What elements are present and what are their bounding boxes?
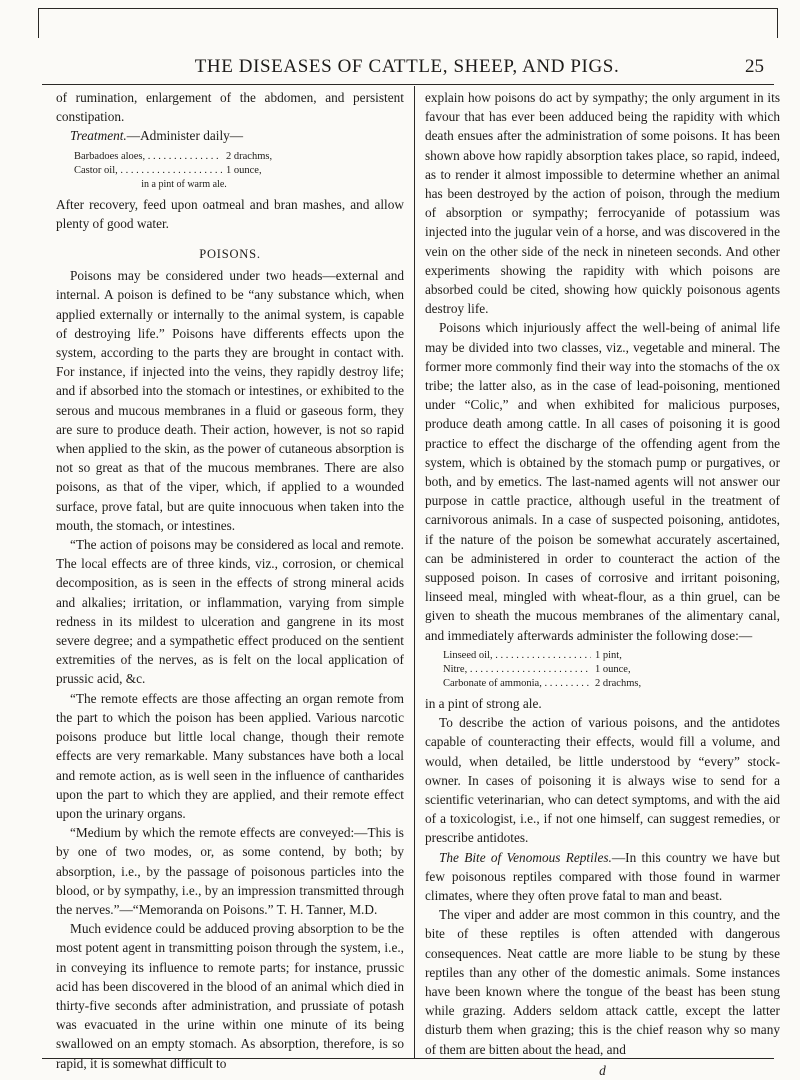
- running-title: THE DISEASES OF CATTLE, SHEEP, AND PIGS.: [194, 56, 620, 77]
- paragraph: To describe the action of various poisons, and the antidotes capable of counteracting their effects, would fill a volume, and would, when detailed, be little understood by “every” stock-owner. In cases of poisoning it is always wise to send for a scientific veterinarian, who can detect symptoms, and with the aid of a toxicologist, i.e., if not one himself, can suggest remedies, or prescribe antidotes.: [425, 715, 780, 846]
- paragraph: “Medium by which the remote effects are conveyed:—This is by one of two modes, or, as some contend, by both; by absorption, i.e., by the passage of poisonous particles into the blood, or by sympathy, i.e., by an impression transmitted through the nerves.”—“Memoranda on Poisons.” T. H. Tanner, M.D.: [56, 825, 404, 917]
- recipe-note: in a pint of warm ale.: [141, 178, 227, 190]
- recipe-item: Carbonate of ammonia, . . .: [443, 677, 591, 691]
- recipe-item: Linseed oil, . . .: [443, 649, 591, 663]
- recipe-row: [443, 663, 663, 677]
- left-column: [56, 88, 404, 1073]
- venomous-label: The Bite of Venomous Reptiles.: [439, 849, 612, 865]
- paragraph: After recovery, feed upon oatmeal and bran mashes, and allow plenty of good water.: [56, 196, 404, 231]
- recipe-item: Barbadoes aloes, . . .: [74, 150, 222, 164]
- paragraph: Much evidence could be adduced proving absorption to be the most potent agent in transmitting poison through the system, i.e., in conveying its influence to remote parts; for instance, prussic acid has been discovered in the blood of an animal which died in thirty-five seconds after administration, and prussiate of potash was evacuated in the urine within one minute of its being swallowed on an empty stomach. As absorption, therefore, is so rapid, it is somewhat difficult to: [56, 921, 404, 1071]
- recipe-qty: 1 pint,: [595, 649, 622, 661]
- recipe-item: Nitre, . . .: [443, 663, 591, 677]
- paragraph: “The action of poisons may be considered as local and remote. The local effects are of three kinds, viz., corrosion, or chemical decomposition, as is seen in the effects of strong mineral acids and alkalies; irritation, or inflammation, varying from simple redness in its mildest to ulceration and gangrene in its most severe degree; and a sympathetic effect produced on the sentient extremities of the nerves, as is felt on the local application of prussic acid, &c.: [56, 537, 404, 687]
- page-frame-left: [38, 8, 39, 38]
- paragraph: The viper and adder are most common in this country, and the bite of these reptiles is often attended with dangerous consequences. Neat cattle are more liable to be stung by these reptiles than any other of the domestic animals. Some instances have been known where the tongue of the beast has been stung while grazing. Adders seldom attack cattle, except the latter disturb them when grazing; this is the chief reason why so many of them are bitten about the head, and: [425, 907, 780, 1057]
- section-heading-poisons: POISONS.: [199, 247, 261, 262]
- right-column: [425, 88, 780, 1080]
- venomous-paragraph: [425, 848, 780, 906]
- page-frame-top: [38, 8, 778, 9]
- treatment-label: Treatment.: [70, 128, 127, 144]
- page-header: [40, 56, 774, 82]
- recipe-aloes: [74, 150, 294, 192]
- paragraph: “The remote effects are those affecting an organ remote from the part to which the poison has been applied. Various narcotic poisons produce but little local change, though their remote effects are very remarkable. Many substances have both a local and remote action, as is well seen in the influence of cantharides upon the part to which they are applied, and their remote effect upon the urinary organs.: [56, 690, 404, 821]
- treatment-paragraph: [56, 126, 404, 145]
- paragraph: explain how poisons do act by sympathy; the only argument in its favour that has ever been adduced being the rapidity with which death ensues after the administration of some poisons. It has been shown above how rapidly absorption takes place, so rapid, indeed, as to render it almost impossible to determine whether an animal has been destroyed by the action of poison, through the medium of absorption or sympathy; ferrocyanide of potassium was injected into the jugular vein of a horse, and was discovered in the vein on the other side of the neck in nineteen seconds. And other experiments showing the rapidity with which poisons are absorbed could be cited, showing how quickly poisonous agents destroy life.: [425, 90, 780, 317]
- recipe-qty: 2 drachms,: [226, 150, 273, 162]
- paragraph: Poisons may be considered under two heads—external and internal. A poison is defined to be “any substance which, when applied externally or internally to the animal system, is capable of destroying life.” Poisons have differents effects upon the system, according to the parts they are brought in contact with. For instance, if injected into the veins, they rapidly destroy life; and if absorbed into the stomach or intestines, or exhibited to the serous and mucous membranes in a fluid or gaseous form, they are sure to produce death. Their action, however, is not so rapid when applied to the skin, as the power of cutaneous absorption is not so great as that of the mucous membranes. There are also poisons, as that of the viper, which, if applied to a wounded surface, prove fatal, but are quite innocuous when taken into the mouth, the stomach, or intestines.: [56, 268, 404, 533]
- recipe-qty: 1 ounce,: [226, 164, 262, 176]
- paragraph: Poisons which injuriously affect the well-being of animal life may be divided into two classes, viz., vegetable and mineral. The former more commonly find their way into the stomachs of the ox tribe; the latter also, as in the case of lead-poisoning, mentioned under “Colic,” and when exhibited for malicious purposes, produce death among cattle. In all cases of poisoning it is good practice to effect the discharge of the offending agent from the system, which is obtained by the stomach pump or purgatives, or both, and by emetics. The last-named agents will not answer our purpose in cattle practice, although useful in the treatment of carnivorous animals. In a case of suspected poisoning, antidotes, if the nature of the poison be somewhat accurately ascertained, can be administered in order to counteract the action of the supposed poison. In cases of corrosive and irritant poisoning, linseed meal, mingled with wheat-flour, as a thin gruel, can be given to sheath the mucous membranes of the alimentary canal, and immediately afterwards administer the following dose:—: [425, 320, 780, 643]
- treatment-text: —Administer daily—: [126, 128, 244, 144]
- venomous-text: —In this country we have but few poisonous reptiles compared with those found in warmer climates, where they often prove fatal to man and beast.: [425, 849, 781, 903]
- page-number: 25: [745, 56, 764, 77]
- recipe-row: [443, 677, 663, 691]
- recipe-qty: 1 ounce,: [595, 663, 631, 675]
- recipe-item: Castor oil, . . .: [74, 164, 222, 178]
- recipe-linseed: [443, 649, 663, 691]
- header-rule: [42, 84, 774, 85]
- column-divider: [414, 86, 415, 1058]
- paragraph: in a pint of strong ale.: [425, 695, 542, 711]
- recipe-row: [443, 649, 663, 663]
- recipe-qty: 2 drachms,: [595, 677, 642, 689]
- signature-mark: d: [599, 1062, 606, 1078]
- recipe-row: [74, 150, 294, 164]
- page-frame-right: [777, 8, 778, 38]
- paragraph: of rumination, enlargement of the abdomen, and persistent constipation.: [56, 90, 404, 125]
- footer-rule: [42, 1058, 774, 1059]
- recipe-row: [74, 164, 294, 178]
